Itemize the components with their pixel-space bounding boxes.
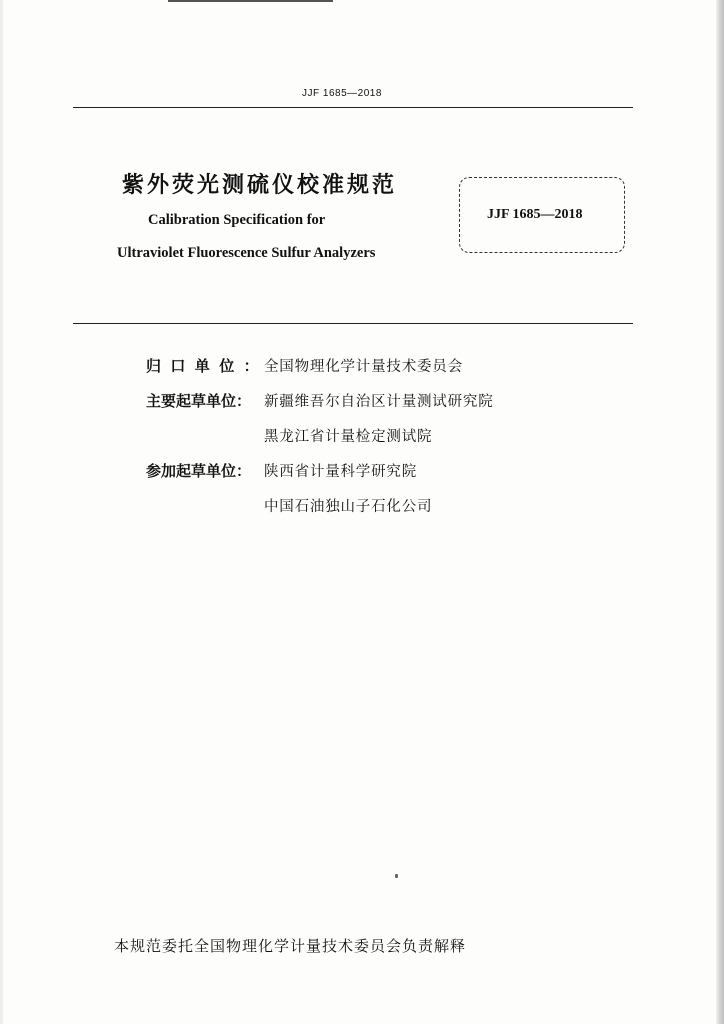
standard-code: JJF 1685—2018 (487, 207, 583, 222)
title-english-line1: Calibration Specification for (148, 212, 326, 228)
title-english-line2: Ultraviolet Fluorescence Sulfur Analyzers (117, 245, 376, 261)
main-drafting-unit-row (146, 390, 606, 425)
running-header (0, 88, 724, 99)
organizations-block (146, 355, 606, 530)
participating-unit-row (146, 460, 606, 495)
title-bottom-rule (73, 323, 633, 324)
main-drafting-unit-value: 新疆维吾尔自治区计量测试研究院 (264, 394, 494, 410)
interpretation-note: 本规范委托全国物理化学计量技术委员会负责解释 (114, 937, 467, 955)
scan-edge-left (0, 0, 3, 1024)
scan-edge-right (716, 0, 724, 1024)
title-chinese: 紫外荧光测硫仪校准规范 (122, 173, 398, 198)
responsible-unit-label: 归口单位： (146, 357, 269, 375)
participating-unit-value: 陕西省计量科学研究院 (264, 464, 417, 480)
scan-top-mark (168, 0, 333, 2)
responsible-unit-row (146, 355, 606, 390)
scan-speck (395, 874, 398, 878)
main-drafting-unit-row-2 (146, 425, 606, 460)
participating-unit-value-2: 中国石油独山子石化公司 (264, 499, 433, 515)
participating-unit-label: 参加起草单位： (146, 462, 252, 480)
responsible-unit-value: 全国物理化学计量技术委员会 (264, 359, 463, 375)
participating-unit-row-2 (146, 495, 606, 530)
header-rule (73, 107, 633, 108)
header-standard-code: JJF 1685—2018 (302, 88, 382, 99)
main-drafting-unit-label: 主要起草单位： (146, 392, 252, 410)
main-drafting-unit-value-2: 黑龙江省计量检定测试院 (264, 429, 433, 445)
